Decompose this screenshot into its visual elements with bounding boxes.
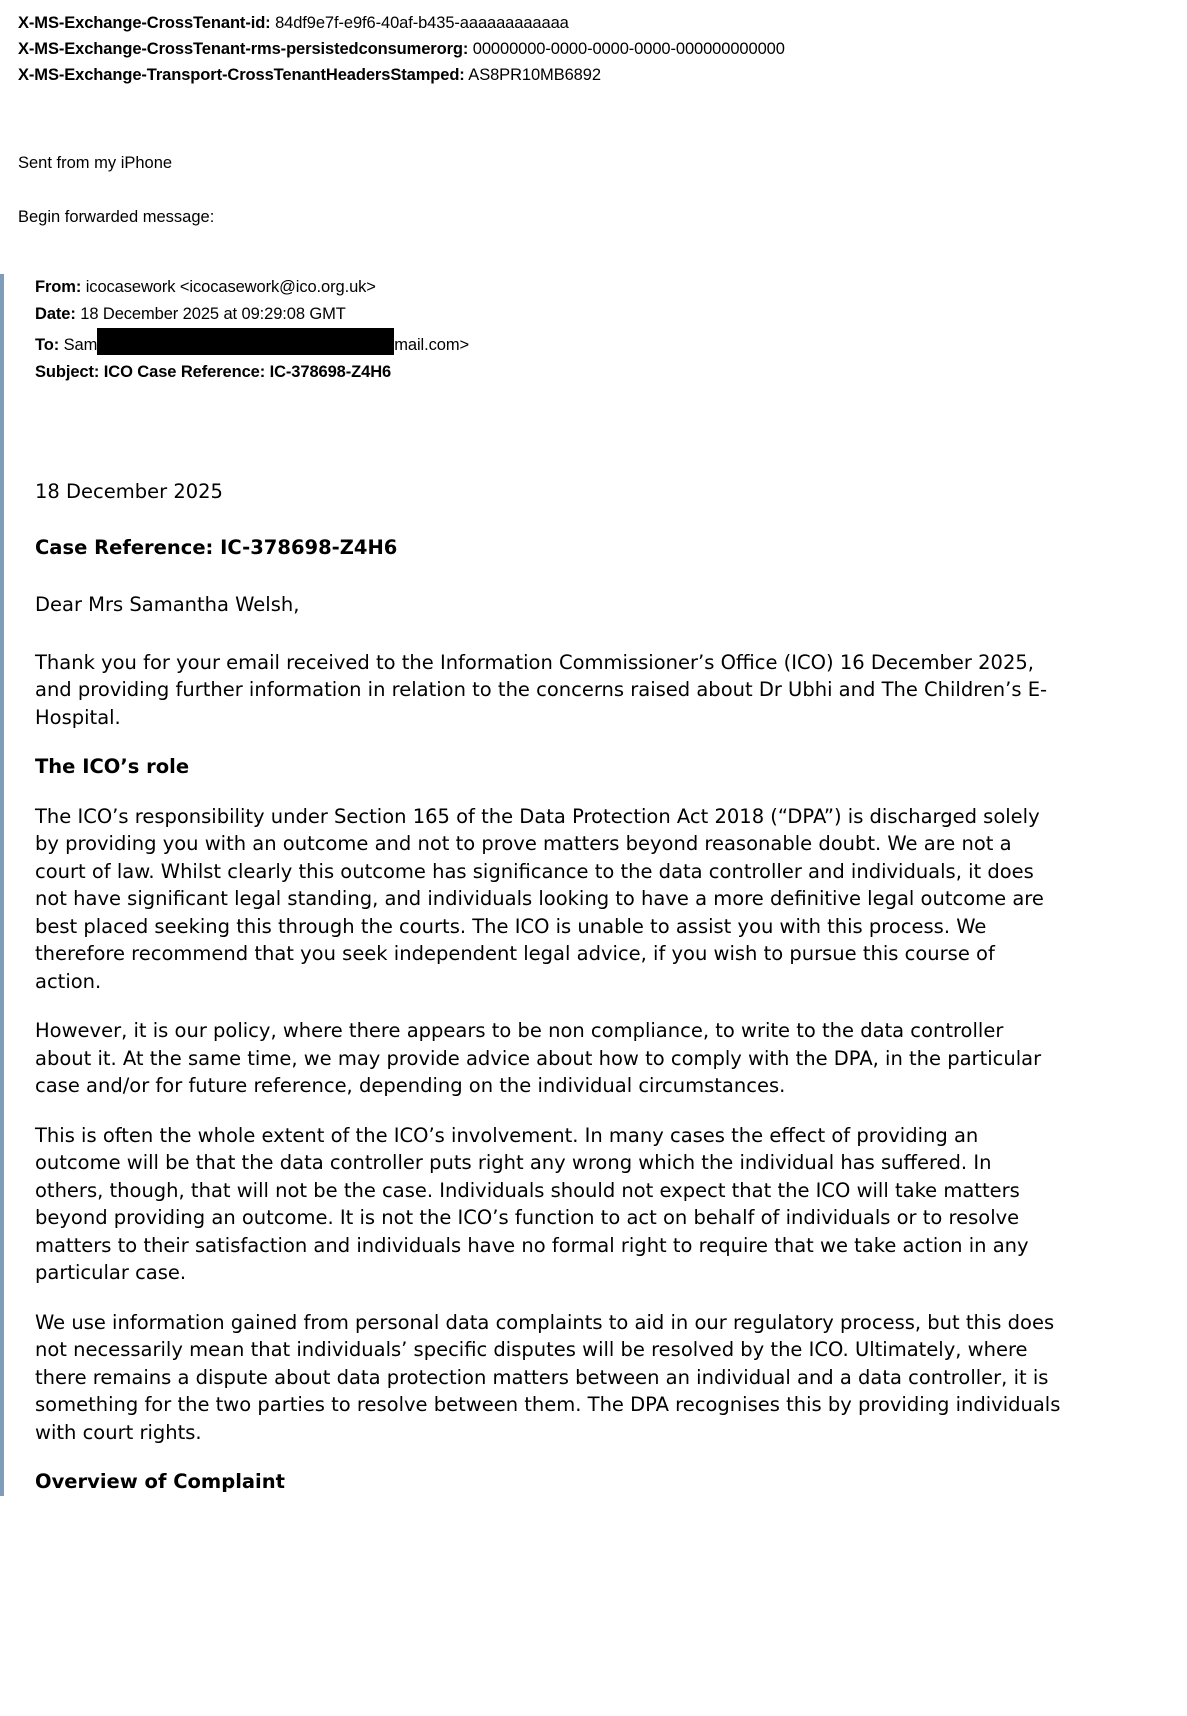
to-value-prefix: Sam bbox=[63, 336, 98, 354]
date-label: Date: bbox=[35, 305, 76, 323]
letter-case-reference: Case Reference: IC-378698-Z4H6 bbox=[35, 535, 398, 559]
redaction-bar bbox=[97, 328, 394, 355]
subject-value: ICO Case Reference: IC-378698-Z4H6 bbox=[103, 363, 392, 381]
letter-salutation: Dear Mrs Samantha Welsh, bbox=[35, 593, 300, 616]
letter-intro-paragraph: Thank you for your email received to the Information Commissioner’s Office (ICO) 16 December 2025, and providing further information in relation to the concerns raised about Dr Ubhi and The Children’s E-Hospital. bbox=[35, 650, 1048, 729]
letter-date: 18 December 2025 bbox=[35, 480, 223, 503]
from-value: icocasework <icocasework@ico.org.uk> bbox=[85, 278, 376, 296]
mime-header-value: AS8PR10MB6892 bbox=[468, 66, 601, 84]
heading-ico-role: The ICO’s role bbox=[35, 755, 190, 778]
heading-overview-of-complaint: Overview of Complaint bbox=[35, 1470, 285, 1493]
mime-header-key: X-MS-Exchange-Transport-CrossTenantHeadersStamped: bbox=[18, 66, 465, 84]
ico-letter-body bbox=[35, 478, 1065, 1496]
mime-header-line bbox=[18, 62, 1187, 88]
forwarded-quote-block bbox=[0, 274, 1187, 1496]
forwarded-from-line bbox=[35, 274, 1187, 301]
to-label: To: bbox=[35, 336, 60, 354]
forwarded-headers bbox=[35, 274, 1187, 386]
mobile-signature: Sent from my iPhone bbox=[18, 154, 173, 172]
paragraph-role-2: However, it is our policy, where there appears to be non compliance, to write to the data controller about it. At the same time, we may provide advice about how to comply with the DPA, in the particular case and/or for future reference, depending on the individual circumstances. bbox=[35, 1019, 1042, 1097]
mime-header-key: X-MS-Exchange-CrossTenant-id: bbox=[18, 14, 271, 32]
mime-header-value: 84df9e7f-e9f6-40af-b435-aaaaaaaaaaaa bbox=[275, 14, 569, 32]
from-label: From: bbox=[35, 278, 82, 296]
begin-forwarded-label: Begin forwarded message: bbox=[18, 208, 215, 226]
forwarded-subject-line bbox=[35, 359, 1187, 386]
forwarded-to-line bbox=[35, 328, 1187, 359]
mime-headers-block bbox=[0, 0, 1187, 88]
quote-spacer bbox=[35, 386, 1187, 478]
mime-header-line bbox=[18, 10, 1187, 36]
date-value: 18 December 2025 at 09:29:08 GMT bbox=[80, 305, 346, 323]
mime-header-line bbox=[18, 36, 1187, 62]
paragraph-role-4: We use information gained from personal data complaints to aid in our regulatory process, but this does not necessarily mean that individuals’ specific disputes will be resolved by the ICO. Ultimately, where there remains a dispute about data protection matters between an individual and a data controller, it is something for the two parties to resolve between them. The DPA recognises this by providing individuals with court rights. bbox=[35, 1310, 1061, 1444]
paragraph-role-3: This is often the whole extent of the ICO’s involvement. In many cases the effect of providing an outcome will be that the data controller puts right any wrong which the individual has suffered. In others, though, that will not be the case. Individuals should not expect that the ICO will take matters beyond providing an outcome. It is not the ICO’s function to act on behalf of individuals or to resolve matters to their satisfaction and individuals have no formal right to require that we take action in any particular case. bbox=[35, 1123, 1029, 1284]
to-value-suffix: mail.com> bbox=[394, 336, 470, 354]
mime-header-value: 00000000-0000-0000-0000-000000000000 bbox=[472, 40, 785, 58]
subject-label: Subject: bbox=[35, 363, 100, 381]
mime-header-key: X-MS-Exchange-CrossTenant-rms-persistedconsumerorg: bbox=[18, 40, 469, 58]
forwarded-date-line bbox=[35, 301, 1187, 328]
preamble-block bbox=[0, 150, 1187, 230]
paragraph-role-1: The ICO’s responsibility under Section 165 of the Data Protection Act 2018 (“DPA”) is discharged solely by providing you with an outcome and not to prove matters beyond reasonable doubt. We are not a court of law. Whilst clearly this outcome has significance to the data controller and individuals, it does not have significant legal standing, and individuals looking to have a more definitive legal outcome are best placed seeking this through the courts. The ICO is unable to assist you with this process. We therefore recommend that you seek independent legal advice, if you wish to pursue this course of action. bbox=[35, 804, 1044, 993]
